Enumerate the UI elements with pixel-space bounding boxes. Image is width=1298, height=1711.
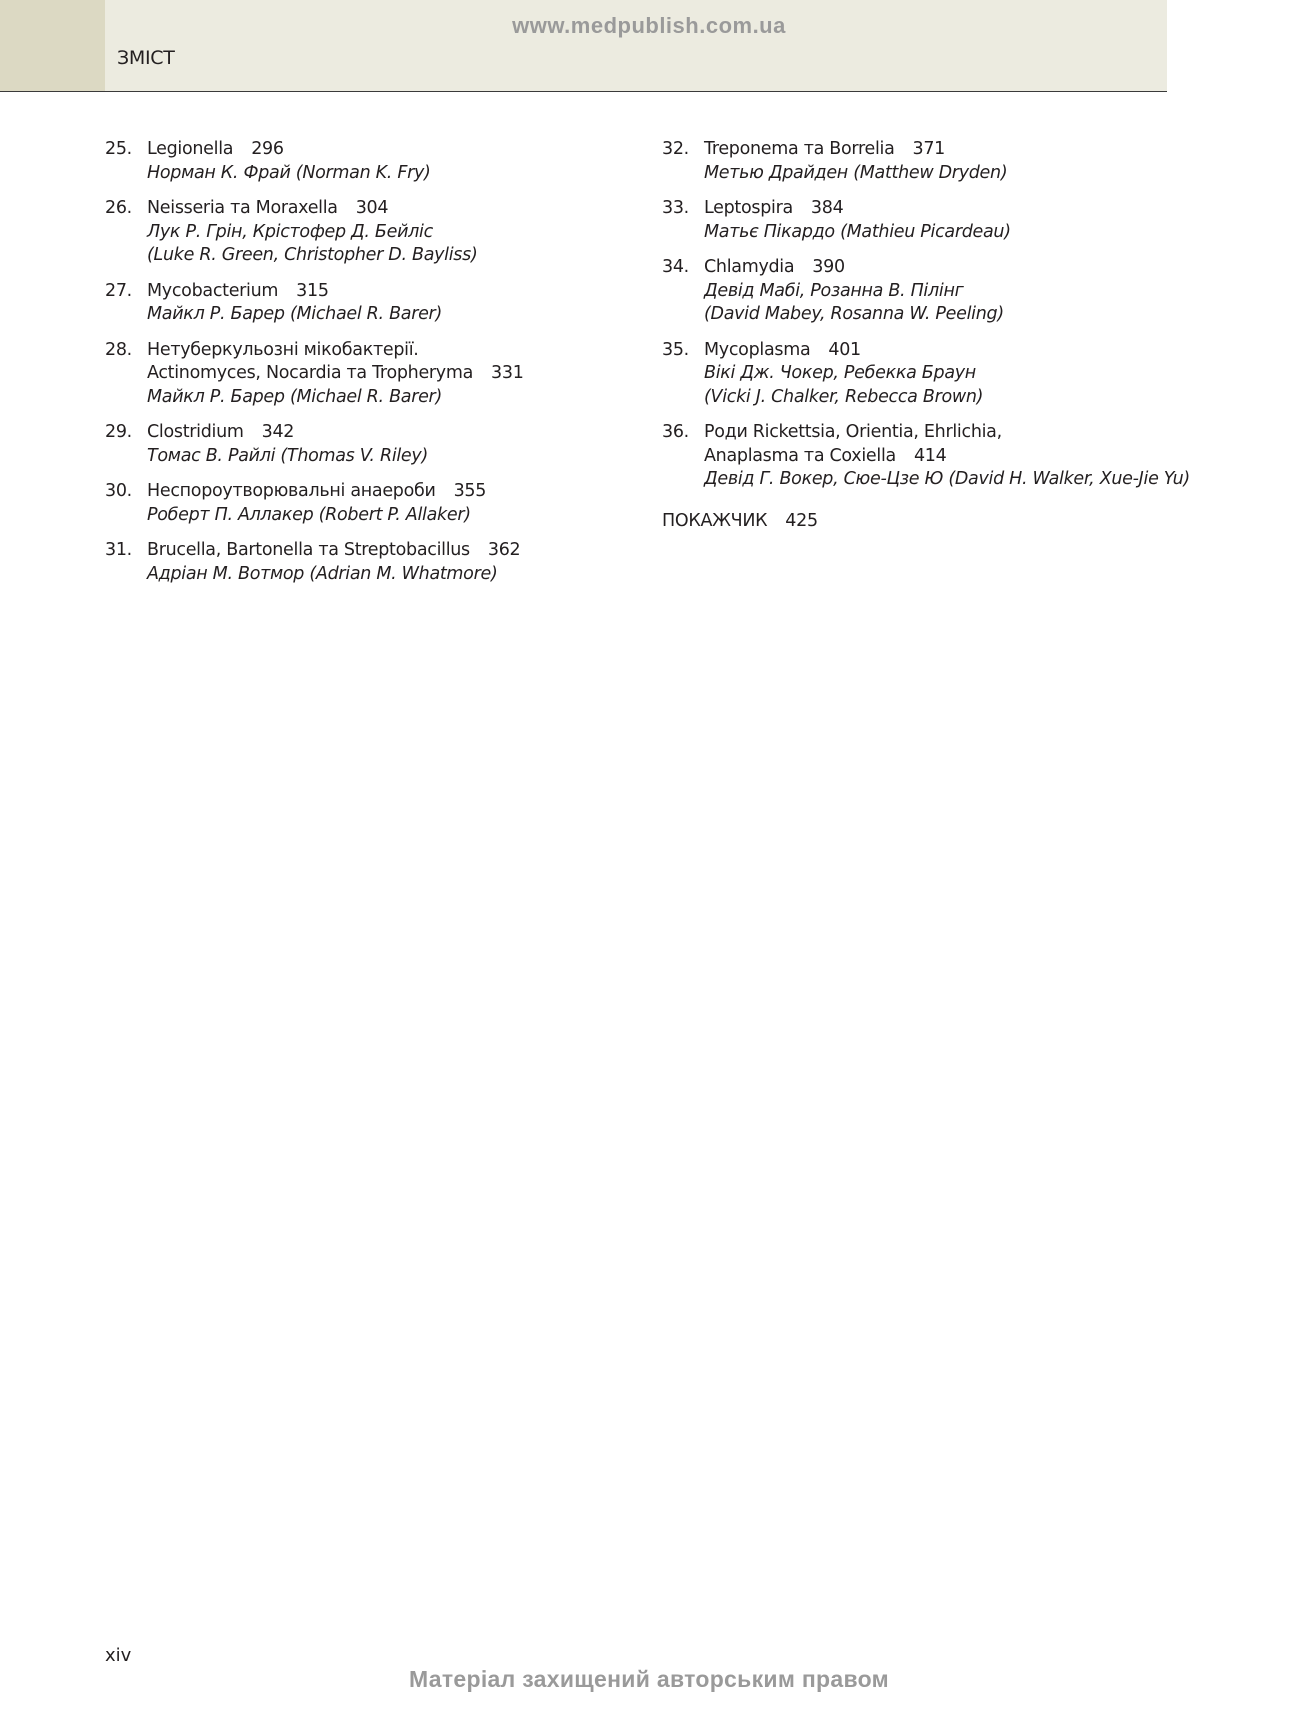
toc-index-entry [662, 510, 1182, 534]
toc-entry-number: 25. [105, 139, 132, 159]
toc-entry-page: 362 [487, 540, 521, 560]
toc-entry-title-line [147, 280, 645, 304]
toc-entry-authors: Майкл Р. Барер (Michael R. Barer) [147, 386, 442, 407]
toc-right-column [662, 138, 1190, 533]
toc-entry-title-line [147, 138, 645, 162]
toc-entry-authors: Метью Драйден (Matthew Dryden) [704, 162, 1008, 183]
toc-entry-title: Неспороутворювальні анаероби [147, 481, 436, 501]
toc-entry-authors: Матьє Пікардо (Mathieu Picardeau) [704, 221, 1011, 242]
toc-entry-page: 355 [453, 481, 487, 501]
toc-entry [105, 480, 645, 527]
toc-entry-page: 304 [355, 198, 389, 218]
toc-entry-number: 35. [662, 339, 689, 360]
toc-entry-authors: (Luke R. Green, Christopher D. Bayliss) [147, 245, 478, 265]
toc-entry-page: 296 [251, 139, 284, 159]
toc-entry [105, 280, 645, 327]
toc-entry-authors: (Vicki J. Chalker, Rebecca Brown) [704, 386, 984, 407]
toc-entry-title: Treponema та Borrelia [704, 139, 895, 159]
toc-entry-number: 32. [662, 139, 689, 159]
toc-entry-page: 414 [913, 445, 947, 466]
toc-entry [105, 539, 645, 586]
toc-entry [662, 256, 1182, 327]
toc-entry-number: 28. [105, 339, 132, 360]
toc-entry [105, 339, 645, 410]
copyright-watermark: Матеріал захищений авторським правом [409, 1666, 889, 1692]
toc-entry-title-line [147, 362, 645, 386]
toc-entry [662, 138, 1182, 185]
toc-entry-title-line [704, 421, 1182, 445]
toc-entry-title: Chlamydia [704, 257, 795, 277]
toc-entry-number: 26. [105, 198, 132, 218]
toc-entry-title: Brucella, Bartonella та Streptobacillus [147, 540, 470, 560]
toc-entry-authors: Томас В. Райлі (Thomas V. Riley) [147, 445, 428, 466]
toc-entry-title: Leptospira [704, 198, 793, 218]
toc-entry-page: 342 [261, 422, 295, 442]
toc-entry-title: Legionella [147, 139, 234, 159]
toc-entry-authors: Норман К. Фрай (Norman K. Fry) [147, 162, 431, 183]
toc-entry [105, 197, 645, 268]
toc-entry-title: Clostridium [147, 422, 244, 442]
toc-entry-title-line [704, 256, 1182, 280]
toc-entry-title-line [147, 197, 645, 221]
toc-entry-title: Anaplasma та Coxiella [704, 445, 896, 466]
toc-entry-authors: Девід Мабі, Розанна В. Пілінг [704, 280, 964, 301]
toc-entry [662, 197, 1182, 244]
toc-entry [105, 138, 645, 185]
toc-entry-page: 384 [810, 198, 844, 218]
toc-entry-authors: Девід Г. Вокер, Сюе-Цзе Ю (David H. Walker, Xue-Jie Yu) [704, 469, 1190, 489]
page-title: ЗМІСТ [117, 47, 175, 69]
toc-entry-title-line [704, 445, 1182, 469]
toc-entry-title-line [704, 197, 1182, 221]
toc-entry-title-line [147, 480, 645, 504]
toc-entry [662, 421, 1190, 492]
toc-entry-title-line [704, 138, 1182, 162]
toc-entry-authors: Майкл Р. Барер (Michael R. Barer) [147, 304, 442, 324]
toc-entry-authors: Вікі Дж. Чокер, Ребекка Браун [704, 363, 976, 383]
toc-entry-number: 27. [105, 280, 132, 301]
toc-entry-title-line [147, 539, 645, 563]
toc-index-label: ПОКАЖЧИК [662, 510, 768, 531]
toc-entry-title: Mycoplasma [704, 339, 811, 360]
toc-entry-page: 390 [812, 257, 845, 277]
toc-entry-number: 31. [105, 540, 132, 560]
page-number: xiv [105, 1645, 132, 1666]
toc-entry-title: Нетуберкульозні мікобактерії. [147, 339, 419, 360]
toc-entry [105, 421, 645, 468]
toc-entry-page: 315 [296, 280, 329, 301]
toc-entry-authors: Роберт П. Аллакер (Robert P. Allaker) [147, 504, 471, 525]
toc-entry-number: 34. [662, 257, 689, 277]
toc-entry-title: Роди Rickettsia, Orientia, Ehrlichia, [704, 422, 1002, 442]
toc-entry-number: 36. [662, 422, 689, 442]
watermark-url: www.medpublish.com.ua [512, 13, 786, 38]
toc-entry-title: Actinomyces, Nocardia та Tropheryma [147, 363, 474, 383]
toc-entry-authors: Лук Р. Грін, Крістофер Д. Бейліс [147, 221, 433, 242]
toc-entry-title-line [147, 339, 645, 363]
toc-entry-title-line [704, 339, 1182, 363]
toc-entry-title: Mycobacterium [147, 280, 279, 301]
toc-entry-page: 331 [491, 363, 524, 383]
toc-entry-title: Neisseria та Moraxella [147, 198, 338, 218]
toc-entry-number: 29. [105, 422, 132, 442]
toc-entry-title-line [147, 421, 645, 445]
toc-entry-number: 33. [662, 198, 689, 218]
toc-index-page: 425 [785, 510, 818, 531]
toc-entry-page: 371 [912, 139, 946, 159]
toc-entry-page: 401 [828, 339, 861, 360]
toc-entry [662, 339, 1182, 410]
toc-entry-authors: (David Mabey, Rosanna W. Peeling) [704, 304, 1004, 324]
toc-left-column [105, 138, 645, 598]
toc-entry-number: 30. [105, 481, 132, 501]
toc-entry-authors: Адріан М. Вотмор (Adrian M. Whatmore) [147, 563, 498, 584]
